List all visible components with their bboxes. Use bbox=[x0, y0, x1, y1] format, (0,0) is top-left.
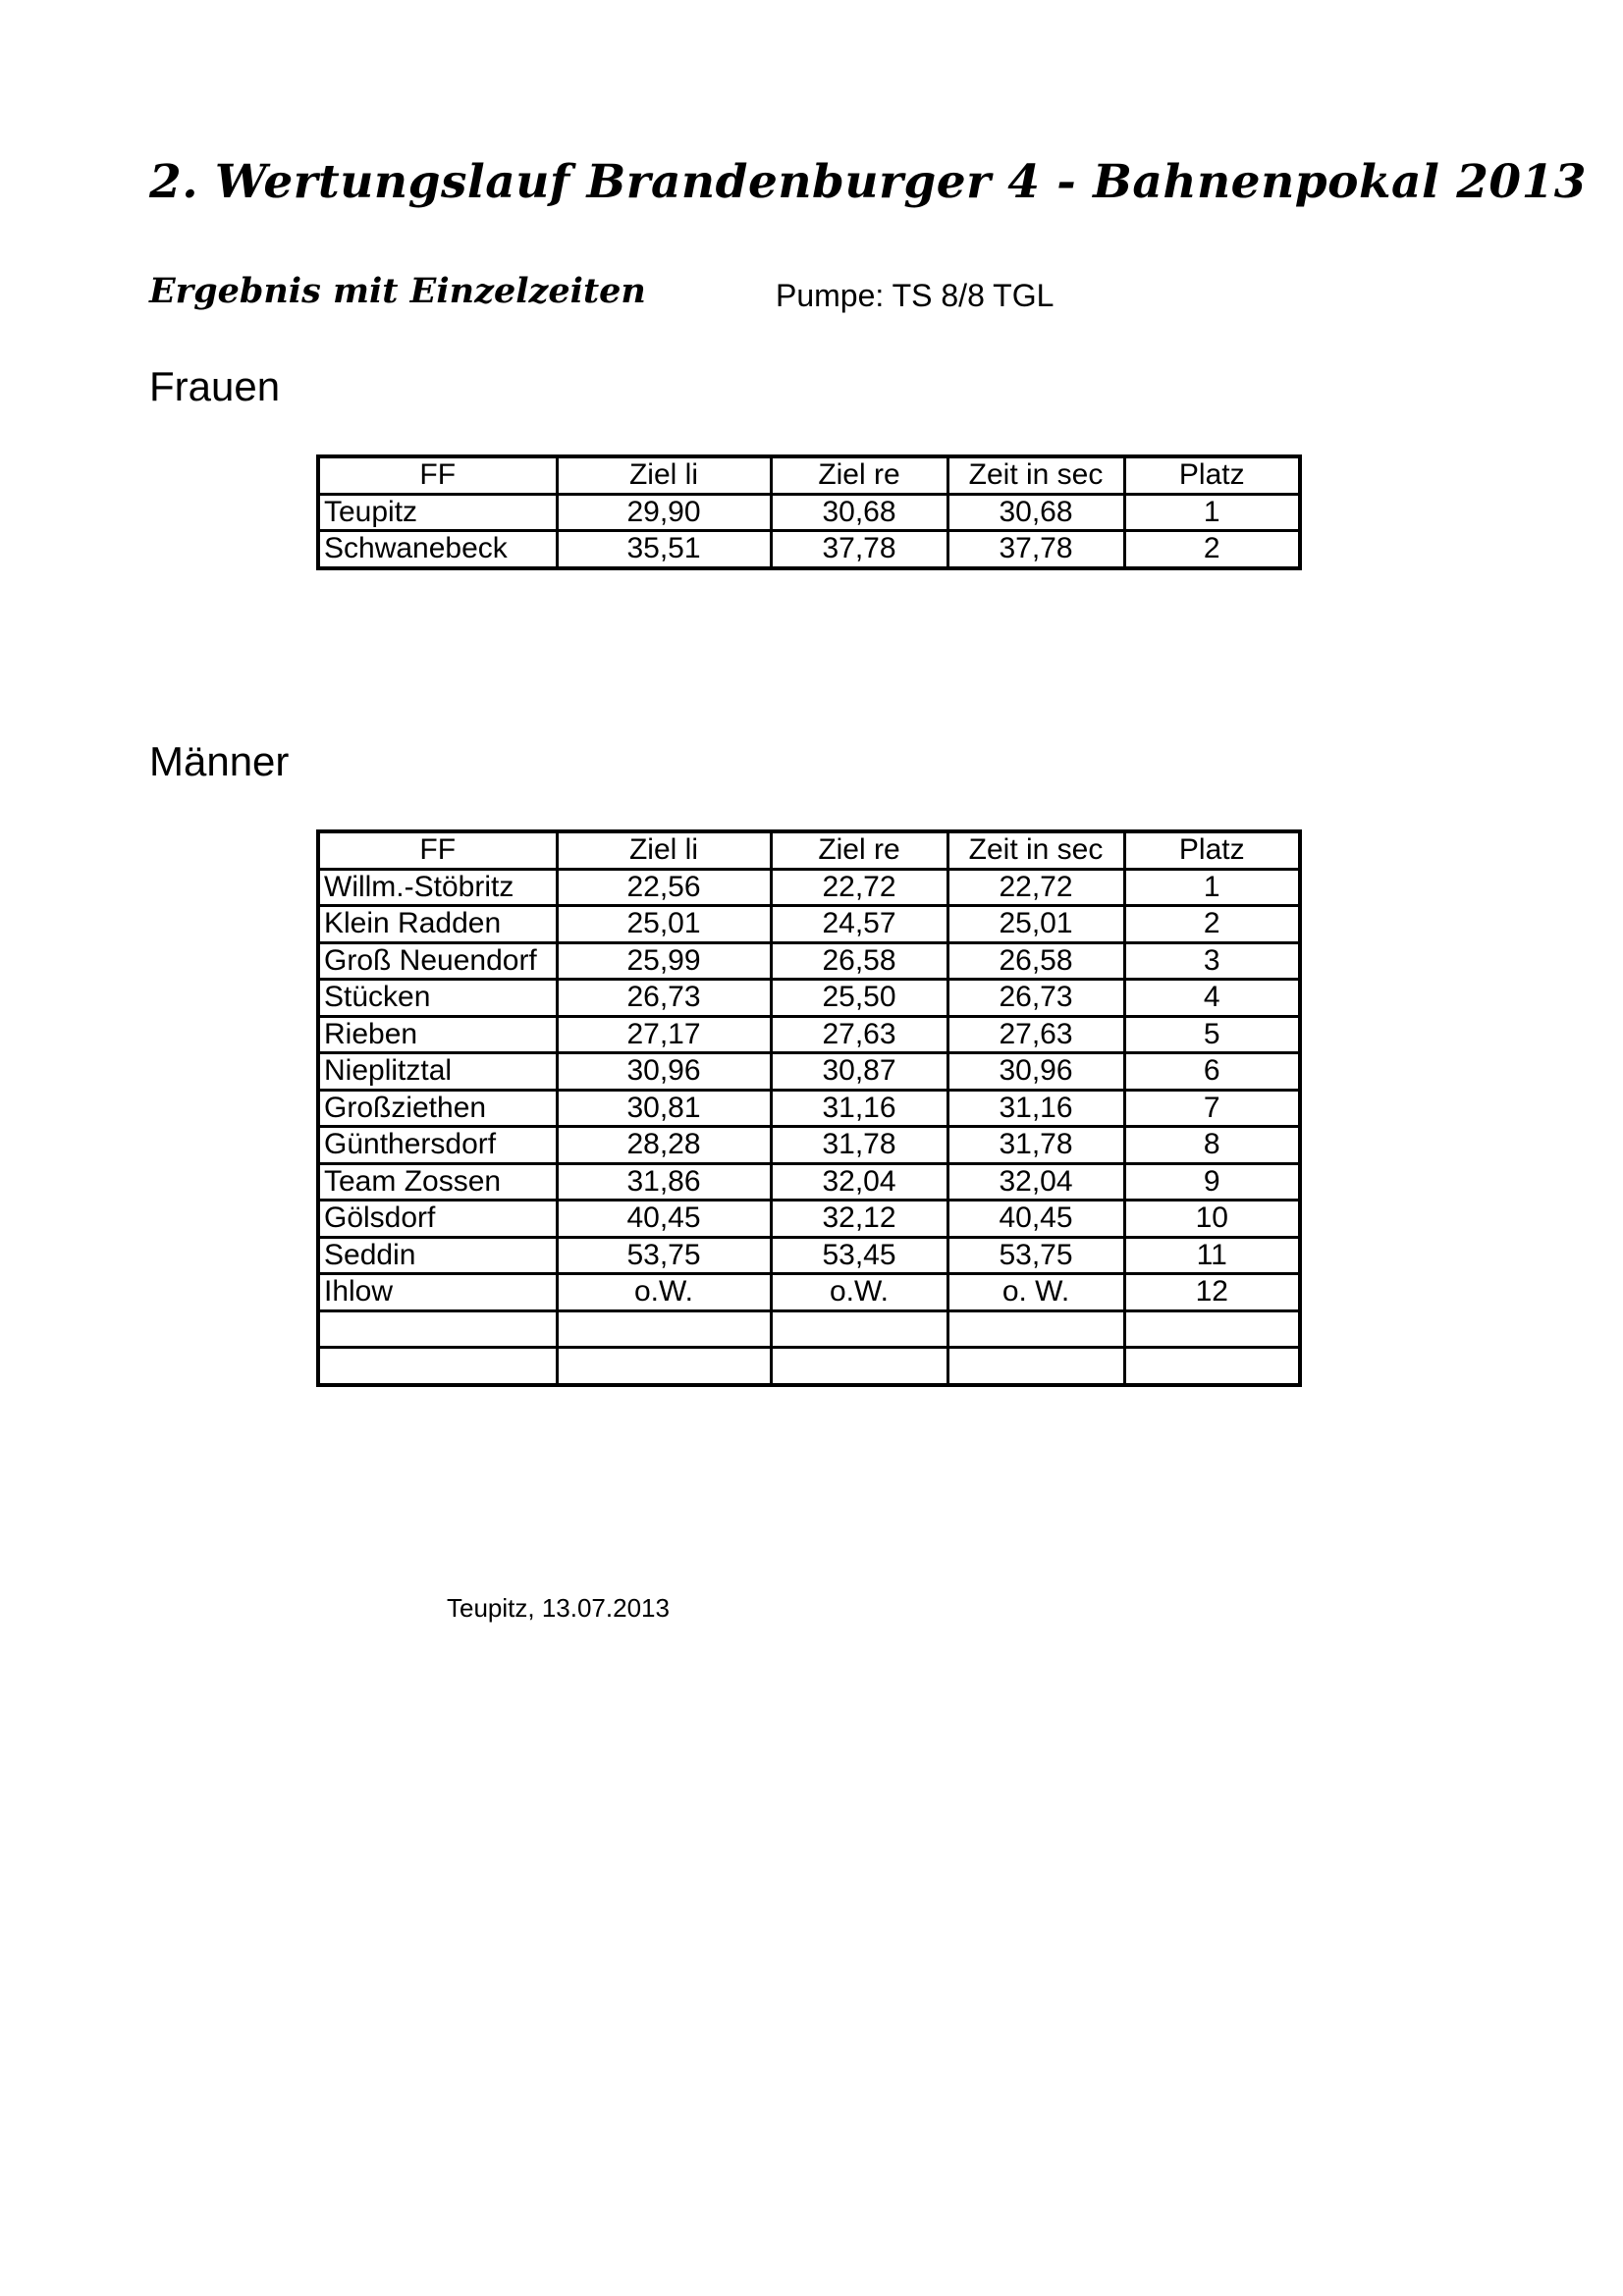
table-header-row bbox=[318, 456, 1300, 494]
cell-ziel-re: 24,57 bbox=[771, 906, 947, 943]
pump-info: Pumpe: TS 8/8 TGL bbox=[776, 278, 1055, 313]
cell-ziel-li: 53,75 bbox=[557, 1237, 771, 1274]
table-row bbox=[318, 1348, 1300, 1385]
cell-ziel-li bbox=[557, 1348, 771, 1385]
cell-zeit bbox=[947, 1310, 1124, 1348]
cell-ziel-re: 27,63 bbox=[771, 1016, 947, 1053]
column-header-zeit: Zeit in sec bbox=[947, 456, 1124, 494]
frauen-table-body bbox=[318, 494, 1300, 568]
cell-platz: 3 bbox=[1124, 942, 1300, 980]
cell-ff: Schwanebeck bbox=[318, 531, 557, 568]
cell-platz: 8 bbox=[1124, 1127, 1300, 1164]
cell-platz: 2 bbox=[1124, 531, 1300, 568]
cell-platz: 5 bbox=[1124, 1016, 1300, 1053]
cell-ziel-re: 30,68 bbox=[771, 494, 947, 531]
footer-place-date: Teupitz, 13.07.2013 bbox=[447, 1593, 670, 1623]
column-header-ziel-re: Ziel re bbox=[771, 831, 947, 869]
cell-ziel-re: 32,04 bbox=[771, 1163, 947, 1201]
table-row bbox=[318, 1274, 1300, 1311]
frauen-heading: Frauen bbox=[149, 363, 281, 409]
maenner-table-body bbox=[318, 869, 1300, 1385]
cell-platz: 7 bbox=[1124, 1090, 1300, 1127]
cell-platz bbox=[1124, 1348, 1300, 1385]
cell-zeit: o. W. bbox=[947, 1274, 1124, 1311]
table-header-row bbox=[318, 831, 1300, 869]
table-row bbox=[318, 1053, 1300, 1091]
table-row bbox=[318, 1016, 1300, 1053]
cell-ziel-li: 30,81 bbox=[557, 1090, 771, 1127]
cell-ziel-li: 30,96 bbox=[557, 1053, 771, 1091]
cell-ziel-li: 25,99 bbox=[557, 942, 771, 980]
column-header-platz: Platz bbox=[1124, 456, 1300, 494]
cell-ff: Gölsdorf bbox=[318, 1201, 557, 1238]
cell-ziel-li: 26,73 bbox=[557, 980, 771, 1017]
cell-zeit: 31,78 bbox=[947, 1127, 1124, 1164]
frauen-results-table bbox=[316, 454, 1302, 570]
cell-platz: 4 bbox=[1124, 980, 1300, 1017]
cell-ff: Team Zossen bbox=[318, 1163, 557, 1201]
cell-ff: Willm.-Stöbritz bbox=[318, 869, 557, 906]
table-row bbox=[318, 531, 1300, 568]
cell-platz: 11 bbox=[1124, 1237, 1300, 1274]
cell-ziel-re: 37,78 bbox=[771, 531, 947, 568]
cell-zeit: 22,72 bbox=[947, 869, 1124, 906]
cell-ff: Nieplitztal bbox=[318, 1053, 557, 1091]
cell-zeit: 32,04 bbox=[947, 1163, 1124, 1201]
table-row bbox=[318, 869, 1300, 906]
cell-ziel-li: 31,86 bbox=[557, 1163, 771, 1201]
cell-zeit bbox=[947, 1348, 1124, 1385]
column-header-ff: FF bbox=[318, 831, 557, 869]
cell-ziel-li: 35,51 bbox=[557, 531, 771, 568]
column-header-ziel-re: Ziel re bbox=[771, 456, 947, 494]
cell-platz: 12 bbox=[1124, 1274, 1300, 1311]
page-title: 2. Wertungslauf Brandenburger 4 - Bahnenpokal 2013 bbox=[149, 155, 1588, 209]
cell-ziel-re: 32,12 bbox=[771, 1201, 947, 1238]
cell-ff: Teupitz bbox=[318, 494, 557, 531]
cell-ziel-re: o.W. bbox=[771, 1274, 947, 1311]
cell-ziel-li: 28,28 bbox=[557, 1127, 771, 1164]
cell-ff: Groß Neuendorf bbox=[318, 942, 557, 980]
maenner-heading: Männer bbox=[149, 738, 290, 784]
cell-zeit: 37,78 bbox=[947, 531, 1124, 568]
table-row bbox=[318, 1237, 1300, 1274]
cell-ff: Klein Radden bbox=[318, 906, 557, 943]
cell-ziel-re: 31,16 bbox=[771, 1090, 947, 1127]
cell-zeit: 27,63 bbox=[947, 1016, 1124, 1053]
cell-ziel-li: 29,90 bbox=[557, 494, 771, 531]
table-row bbox=[318, 1127, 1300, 1164]
cell-ff bbox=[318, 1310, 557, 1348]
cell-platz bbox=[1124, 1310, 1300, 1348]
cell-zeit: 30,68 bbox=[947, 494, 1124, 531]
cell-ziel-li: 27,17 bbox=[557, 1016, 771, 1053]
cell-zeit: 30,96 bbox=[947, 1053, 1124, 1091]
cell-ff: Ihlow bbox=[318, 1274, 557, 1311]
cell-ziel-re: 25,50 bbox=[771, 980, 947, 1017]
column-header-ff: FF bbox=[318, 456, 557, 494]
table-row bbox=[318, 494, 1300, 531]
table-row bbox=[318, 906, 1300, 943]
cell-zeit: 26,58 bbox=[947, 942, 1124, 980]
cell-ff: Stücken bbox=[318, 980, 557, 1017]
cell-ff: Großziethen bbox=[318, 1090, 557, 1127]
cell-platz: 9 bbox=[1124, 1163, 1300, 1201]
cell-platz: 2 bbox=[1124, 906, 1300, 943]
cell-zeit: 53,75 bbox=[947, 1237, 1124, 1274]
cell-ziel-li: 22,56 bbox=[557, 869, 771, 906]
cell-zeit: 40,45 bbox=[947, 1201, 1124, 1238]
cell-ziel-re bbox=[771, 1310, 947, 1348]
cell-ziel-li bbox=[557, 1310, 771, 1348]
cell-zeit: 31,16 bbox=[947, 1090, 1124, 1127]
cell-ziel-re: 22,72 bbox=[771, 869, 947, 906]
cell-zeit: 25,01 bbox=[947, 906, 1124, 943]
cell-ff: Seddin bbox=[318, 1237, 557, 1274]
cell-ff: Rieben bbox=[318, 1016, 557, 1053]
column-header-ziel-li: Ziel li bbox=[557, 831, 771, 869]
cell-ziel-re: 53,45 bbox=[771, 1237, 947, 1274]
cell-ziel-li: 40,45 bbox=[557, 1201, 771, 1238]
column-header-platz: Platz bbox=[1124, 831, 1300, 869]
cell-zeit: 26,73 bbox=[947, 980, 1124, 1017]
cell-ziel-re: 30,87 bbox=[771, 1053, 947, 1091]
cell-platz: 1 bbox=[1124, 494, 1300, 531]
table-row bbox=[318, 980, 1300, 1017]
page-subtitle: Ergebnis mit Einzelzeiten bbox=[149, 271, 646, 311]
cell-ziel-li: 25,01 bbox=[557, 906, 771, 943]
column-header-zeit: Zeit in sec bbox=[947, 831, 1124, 869]
maenner-results-table bbox=[316, 829, 1302, 1387]
table-row bbox=[318, 1163, 1300, 1201]
cell-ziel-li: o.W. bbox=[557, 1274, 771, 1311]
cell-ff bbox=[318, 1348, 557, 1385]
cell-ziel-re: 31,78 bbox=[771, 1127, 947, 1164]
cell-ziel-re bbox=[771, 1348, 947, 1385]
cell-ff: Günthersdorf bbox=[318, 1127, 557, 1164]
cell-ziel-re: 26,58 bbox=[771, 942, 947, 980]
cell-platz: 1 bbox=[1124, 869, 1300, 906]
table-row bbox=[318, 1090, 1300, 1127]
table-row bbox=[318, 1310, 1300, 1348]
cell-platz: 10 bbox=[1124, 1201, 1300, 1238]
column-header-ziel-li: Ziel li bbox=[557, 456, 771, 494]
cell-platz: 6 bbox=[1124, 1053, 1300, 1091]
table-row bbox=[318, 1201, 1300, 1238]
table-row bbox=[318, 942, 1300, 980]
